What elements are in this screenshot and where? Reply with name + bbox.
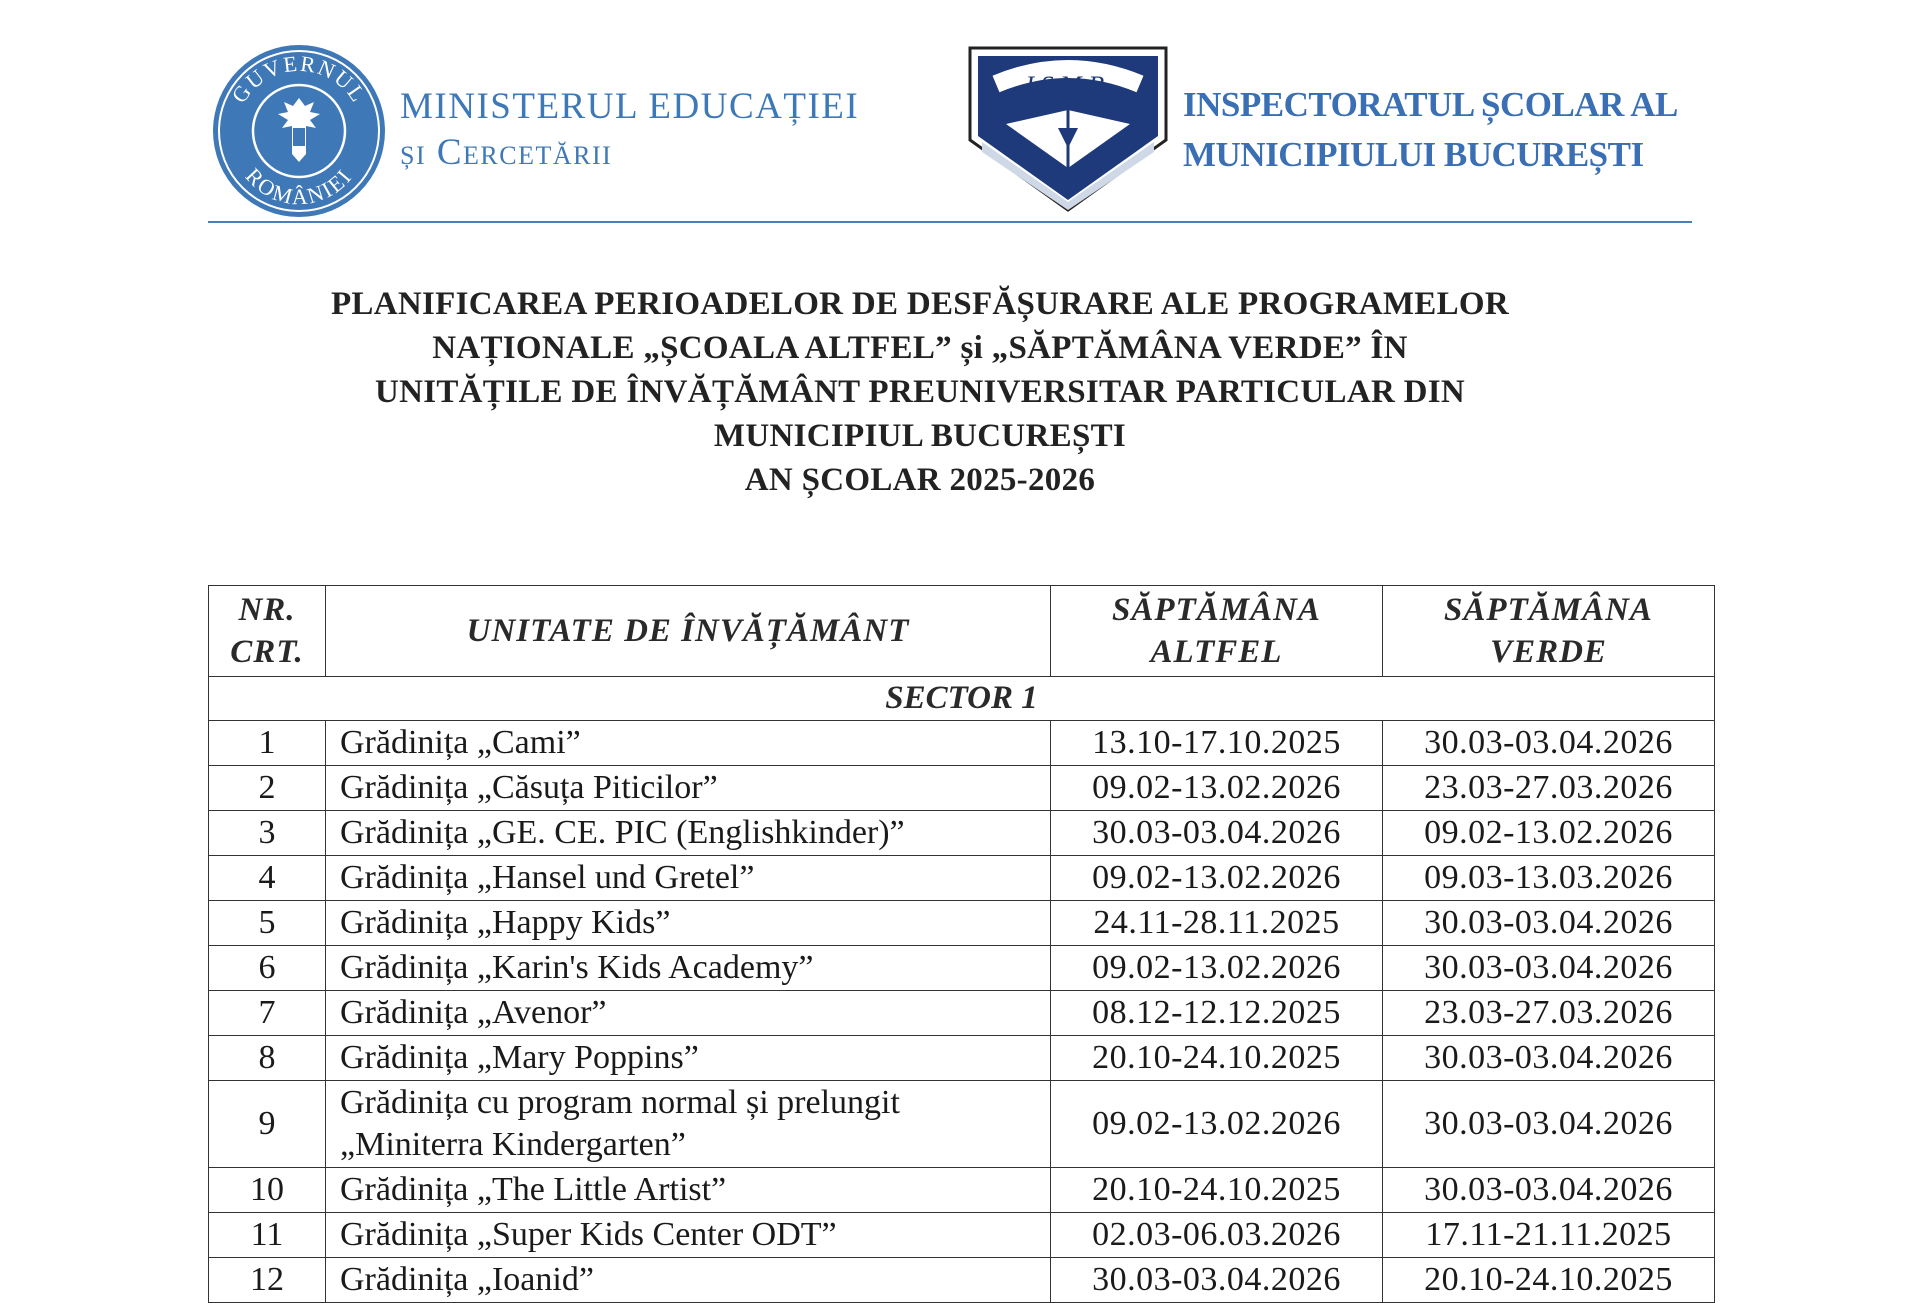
table-row [209,1081,1715,1168]
row-nr: 11 [209,1213,326,1258]
row-altfel: 02.03-06.03.2026 [1051,1213,1383,1258]
row-unit: Grădinița „Ioanid” [326,1258,1051,1303]
row-unit-line2: „Miniterra Kindergarten” [340,1126,686,1163]
document-header [0,0,1918,230]
row-nr: 3 [209,811,326,856]
row-verde: 09.03-13.03.2026 [1383,856,1715,901]
header-divider [208,221,1692,223]
row-unit: Grădinița „Hansel und Gretel” [326,856,1051,901]
row-verde: 09.02-13.02.2026 [1383,811,1715,856]
row-unit: Grădinița „Karin's Kids Academy” [326,946,1051,991]
ministry-line2: și Cercetării [400,132,613,173]
title-line1: PLANIFICAREA PERIOADELOR DE DESFĂȘURARE ALE PROGRAMELOR [330,286,1510,322]
title-line4: MUNICIPIUL BUCUREȘTI [713,418,1127,454]
row-nr: 7 [209,991,326,1036]
row-altfel: 30.03-03.04.2026 [1051,1258,1383,1303]
header-saptamana-verde: SĂPTĂMÂNA VERDE [1383,586,1715,677]
sector-row [209,677,1715,721]
table-row [209,1258,1715,1303]
inspectorate-line1: INSPECTORATUL ȘCOLAR AL [1183,85,1678,124]
row-nr: 1 [209,721,326,766]
table-row [209,1036,1715,1081]
inspectorate-name [1183,80,1678,180]
table-row [209,991,1715,1036]
row-altfel: 08.12-12.12.2025 [1051,991,1383,1036]
schedule-table-wrapper [208,585,1714,1303]
row-unit: Grădinița „Mary Poppins” [326,1036,1051,1081]
row-verde: 17.11-21.11.2025 [1383,1213,1715,1258]
title-line2: NAȚIONALE „ȘCOALA ALTFEL” și „SĂPTĂMÂNA VERDE” ÎN [432,330,1408,366]
row-verde: 30.03-03.04.2026 [1383,1036,1715,1081]
row-verde: 30.03-03.04.2026 [1383,721,1715,766]
schedule-table [208,585,1715,1303]
row-nr: 6 [209,946,326,991]
row-unit: Grădinița „Cami” [326,721,1051,766]
row-nr: 4 [209,856,326,901]
row-nr: 2 [209,766,326,811]
row-verde: 23.03-27.03.2026 [1383,991,1715,1036]
row-unit: Grădinița „The Little Artist” [326,1168,1051,1213]
row-nr: 5 [209,901,326,946]
svg-text:GUVERNUL: GUVERNUL [226,50,372,108]
table-row [209,901,1715,946]
title-line5: AN ȘCOLAR 2025-2026 [744,462,1096,498]
row-unit [326,1081,1051,1168]
row-altfel: 09.02-13.02.2026 [1051,946,1383,991]
table-row [209,1213,1715,1258]
row-altfel: 09.02-13.02.2026 [1051,1081,1383,1168]
row-verde: 30.03-03.04.2026 [1383,1168,1715,1213]
table-row [209,856,1715,901]
row-altfel: 13.10-17.10.2025 [1051,721,1383,766]
table-row [209,721,1715,766]
row-altfel: 24.11-28.11.2025 [1051,901,1383,946]
row-nr: 12 [209,1258,326,1303]
table-header-row [209,586,1715,677]
row-unit: Grădinița „GE. CE. PIC (Englishkinder)” [326,811,1051,856]
sector-label: SECTOR 1 [209,677,1715,721]
row-verde: 23.03-27.03.2026 [1383,766,1715,811]
row-verde: 30.03-03.04.2026 [1383,901,1715,946]
row-verde: 30.03-03.04.2026 [1383,946,1715,991]
row-unit: Grădinița „Super Kids Center ODT” [326,1213,1051,1258]
ismb-shield-logo [966,44,1170,214]
row-nr: 8 [209,1036,326,1081]
row-altfel: 20.10-24.10.2025 [1051,1168,1383,1213]
header-saptamana-altfel: SĂPTĂMÂNA ALTFEL [1051,586,1383,677]
svg-text:I.S.M.B.: I.S.M.B. [1025,71,1111,100]
row-nr: 9 [209,1081,326,1168]
svg-text:ROMÂNIEI: ROMÂNIEI [240,163,358,210]
row-unit: Grădinița „Căsuța Piticilor” [326,766,1051,811]
table-row [209,766,1715,811]
row-unit: Grădinița „Avenor” [326,991,1051,1036]
table-row [209,811,1715,856]
row-altfel: 09.02-13.02.2026 [1051,856,1383,901]
row-unit: Grădinița „Happy Kids” [326,901,1051,946]
row-altfel: 30.03-03.04.2026 [1051,811,1383,856]
row-verde: 30.03-03.04.2026 [1383,1081,1715,1168]
table-row [209,1168,1715,1213]
inspectorate-line2: MUNICIPIULUI BUCUREȘTI [1183,135,1644,174]
header-nr-crt: NR. CRT. [209,586,326,677]
ministry-name [400,84,859,176]
document-title [230,282,1610,502]
table-row [209,946,1715,991]
header-unit: UNITATE DE ÎNVĂȚĂMÂNT [326,586,1051,677]
government-seal-logo [210,42,388,220]
row-altfel: 20.10-24.10.2025 [1051,1036,1383,1081]
ministry-line1: MINISTERUL EDUCAȚIEI [400,86,860,127]
row-altfel: 09.02-13.02.2026 [1051,766,1383,811]
row-nr: 10 [209,1168,326,1213]
row-unit-line1: Grădinița cu program normal și prelungit [340,1084,900,1121]
row-verde: 20.10-24.10.2025 [1383,1258,1715,1303]
title-line3: UNITĂȚILE DE ÎNVĂȚĂMÂNT PREUNIVERSITAR PARTICULAR DIN [374,374,1466,410]
